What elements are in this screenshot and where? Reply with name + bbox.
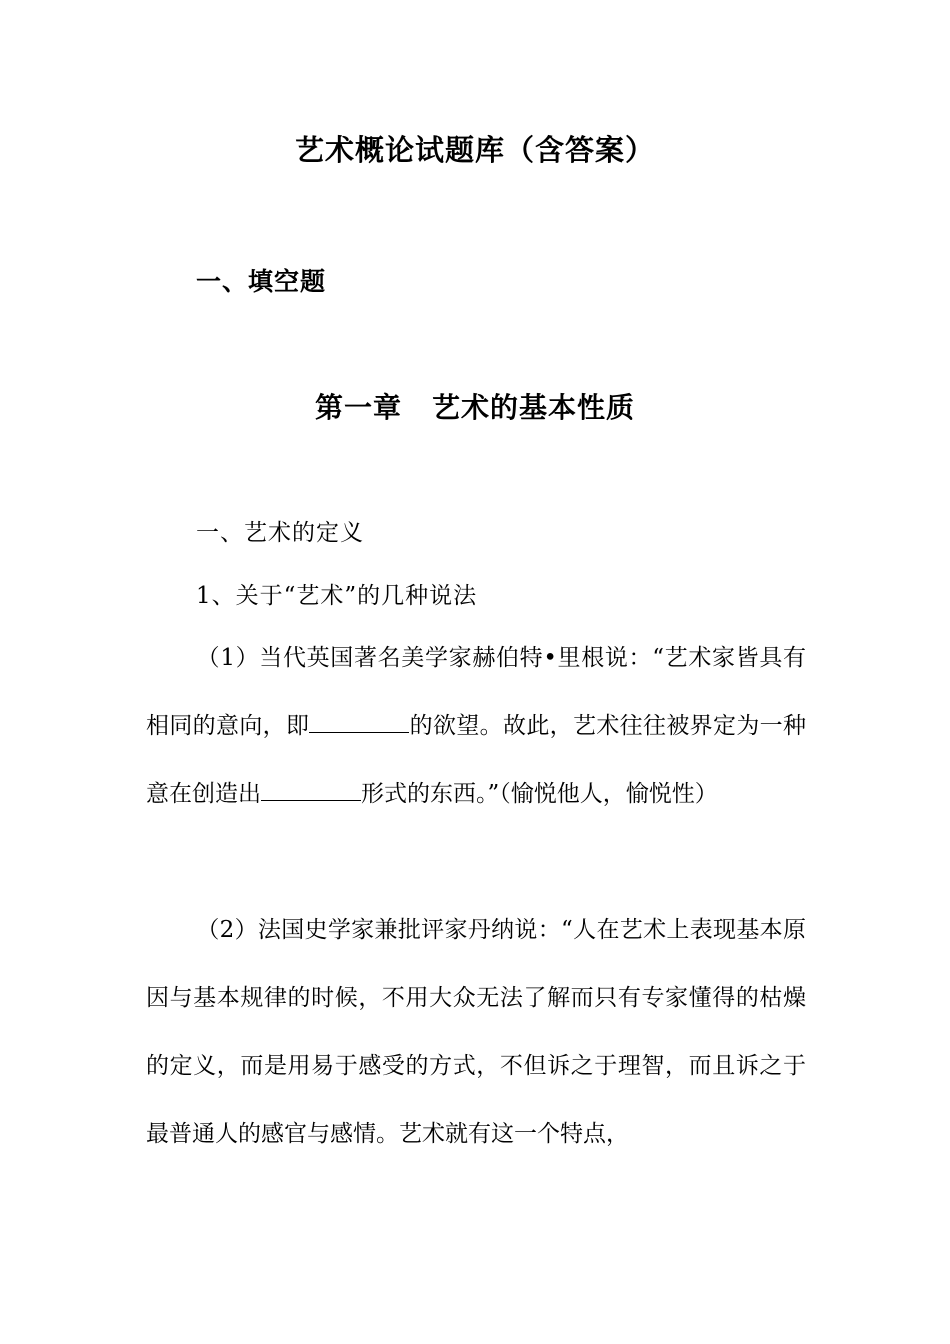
chapter-name: 艺术的基本性质 <box>432 391 636 424</box>
chapter-title <box>0 386 950 426</box>
document-title: 艺术概论试题库（含答案） <box>294 133 655 167</box>
paragraph-2-text: （2）法国史学家兼批评家丹纳说：“人在艺术上表现基本原因与基本规律的时候，不用大众无法了解而只有专家懂得的枯燥的定义，而是用易于感受的方式，不但诉之于理智，而且诉之于最普通人的感官与感情。艺术就有这一个特点， <box>146 917 806 1147</box>
paragraph-1-part3: 形式的东西。”（愉悦他人，愉悦性） <box>361 781 718 807</box>
paragraph-1-part2: 的欲望。故此，艺术往往被界定为一种意在创造出 <box>146 713 807 807</box>
item-heading: 1、关于“艺术”的几种说法 <box>196 583 478 609</box>
paragraph-1-part1: （1）当代英国著名美学家赫伯特•里根说：“艺术家皆具有相同的意向，即 <box>146 645 806 739</box>
fill-blank-2 <box>261 780 361 801</box>
paragraph-2 <box>146 896 806 1168</box>
paragraph-1 <box>146 624 806 828</box>
section-heading: 一、填空题 <box>196 267 327 296</box>
fill-blank-1 <box>309 712 409 733</box>
sub-heading: 一、艺术的定义 <box>196 520 364 546</box>
chapter-number: 第一章 <box>314 391 402 424</box>
